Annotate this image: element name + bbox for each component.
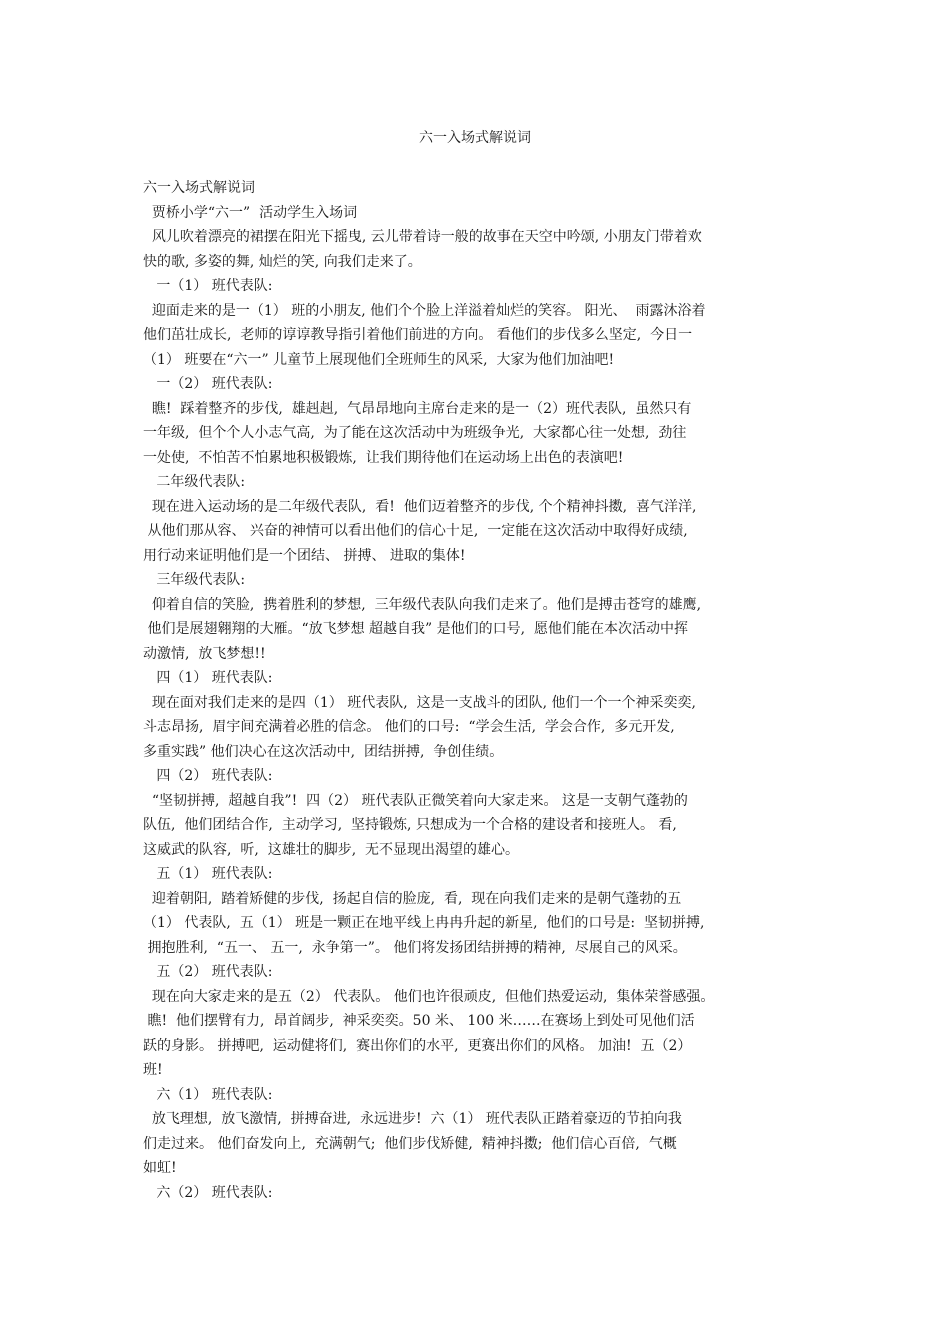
section-heading: 五（1） 班代表队: (143, 866, 273, 882)
body-line: 迎着朝阳, 踏着矫健的步伐, 扬起自信的脸庞, 看, 现在向我们走来的是朝气蓬勃的五 (143, 890, 682, 907)
section-heading: 四（2） 班代表队: (143, 768, 273, 784)
section-heading: 四（1） 班代表队: (143, 670, 273, 686)
body-line: 用行动来证明他们是一个团结、 拼搏、 进取的集体! (143, 547, 466, 564)
body-line: （1） 代表队, 五（1） 班是一颗正在地平线上冉冉升起的新星, 他们的口号是: 坚韧拼搏, (143, 915, 705, 931)
body-line: 六一入场式解说词 (143, 180, 255, 196)
body-line: 拥抱胜利, “五一、 五一, 永争第一”。 他们将发扬团结拼搏的精神, 尽展自己的风采。 (143, 939, 687, 956)
body-line: （1） 班要在“六一” 儿童节上展现他们全班师生的风采, 大家为他们加油吧! (143, 351, 615, 368)
body-line: 风儿吹着漂亮的裙摆在阳光下摇曳, 云儿带着诗一般的故事在天空中吟颂, 小朋友门带着欢 (143, 229, 702, 245)
section-heading: 一（2） 班代表队: (143, 376, 273, 392)
section-heading: 六（1） 班代表队: (143, 1086, 273, 1103)
body-line: 如虹! (143, 1160, 177, 1176)
body-line: 从他们那从容、 兴奋的神情可以看出他们的信心十足, 一定能在这次活动中取得好成绩, (143, 523, 688, 539)
body-line: 迎面走来的是一（1） 班的小朋友, 他们个个脸上洋溢着灿烂的笑容。 阳光、 雨露沐浴着 (143, 302, 706, 319)
page-title: 六一入场式解说词 (419, 130, 531, 146)
section-heading: 二年级代表队: (143, 474, 246, 490)
body-line: 斗志昂扬, 眉宇间充满着必胜的信念。 他们的口号: “学会生活, 学会合作, 多元开发, (143, 719, 675, 735)
body-line: 现在进入运动场的是二年级代表队, 看! 他们迈着整齐的步伐, 个个精神抖擞, 喜气洋洋, (143, 498, 697, 515)
body-line: 现在向大家走来的是五（2） 代表队。 他们也许很顽皮, 但他们热爱运动, 集体荣誉感强。 (143, 988, 715, 1005)
body-line: 队伍, 他们团结合作, 主动学习, 坚持锻炼, 只想成为一个合格的建设者和接班人。 看, (143, 817, 677, 833)
body-line: 们走过来。 他们奋发向上, 充满朝气; 他们步伐矫健, 精神抖擞; 他们信心百倍, 气概 (143, 1135, 677, 1152)
section-heading: 六（2） 班代表队: (143, 1184, 273, 1201)
body-line: 跃的身影。 拼搏吧, 运动健将们, 赛出你们的水平, 更赛出你们的风格。 加油! 五（2） (143, 1037, 692, 1054)
body-line: 现在面对我们走来的是四（1） 班代表队, 这是一支战斗的团队, 他们一个一个神采奕奕, (143, 694, 696, 711)
body-line: 瞧! 踩着整齐的步伐, 雄赳赳, 气昂昂地向主席台走来的是一（2）班代表队, 虽然只有 (143, 400, 692, 417)
body-line: 这威武的队容, 听, 这雄壮的脚步, 无不显现出渴望的雄心。 (143, 841, 520, 858)
body-line: 他们是展翅翱翔的大雁。“放飞梦想 超越自我” 是他们的口号, 愿他们能在本次活动中挥 (143, 621, 689, 637)
body-line: 快的歌, 多姿的舞, 灿烂的笑, 向我们走来了。 (143, 253, 422, 270)
body-line: 瞧! 他们摆臂有力, 昂首阔步, 神采奕奕。50 米、 100 米……在赛场上到处可见他们活 (143, 1013, 695, 1029)
section-heading: 五（2） 班代表队: (143, 964, 273, 980)
document-body (143, 176, 808, 1205)
body-line: 他们茁壮成长, 老师的谆谆教导指引着他们前进的方向。 看他们的步伐多么坚定, 今日一 (143, 327, 693, 343)
body-line: 放飞理想, 放飞激情, 拼搏奋进, 永远进步! 六（1） 班代表队正踏着豪迈的节拍向我 (143, 1111, 682, 1127)
body-line: 贾桥小学“六一” 活动学生入场词 (143, 204, 358, 221)
body-line: 动激情, 放飞梦想!! (143, 645, 266, 662)
body-line: 一年级, 但个个人小志气高, 为了能在这次活动中为班级争光, 大家都心往一处想, 劲往 (143, 425, 687, 441)
body-line: “坚韧拼搏, 超越自我”! 四（2） 班代表队正微笑着向大家走来。 这是一支朝气蓬勃的 (143, 792, 688, 809)
section-heading: 一（1） 班代表队: (143, 278, 273, 294)
body-line: 一处使, 不怕苦不怕累地积极锻炼, 让我们期待他们在运动场上出色的表演吧! (143, 449, 624, 466)
body-line: 仰着自信的笑脸, 携着胜利的梦想, 三年级代表队向我们走来了。他们是搏击苍穹的雄鹰, (143, 596, 702, 613)
body-line: 班! (143, 1062, 163, 1078)
body-line: 多重实践” 他们决心在这次活动中, 团结拼搏, 争创佳绩。 (143, 743, 504, 760)
section-heading: 三年级代表队: (143, 572, 246, 588)
